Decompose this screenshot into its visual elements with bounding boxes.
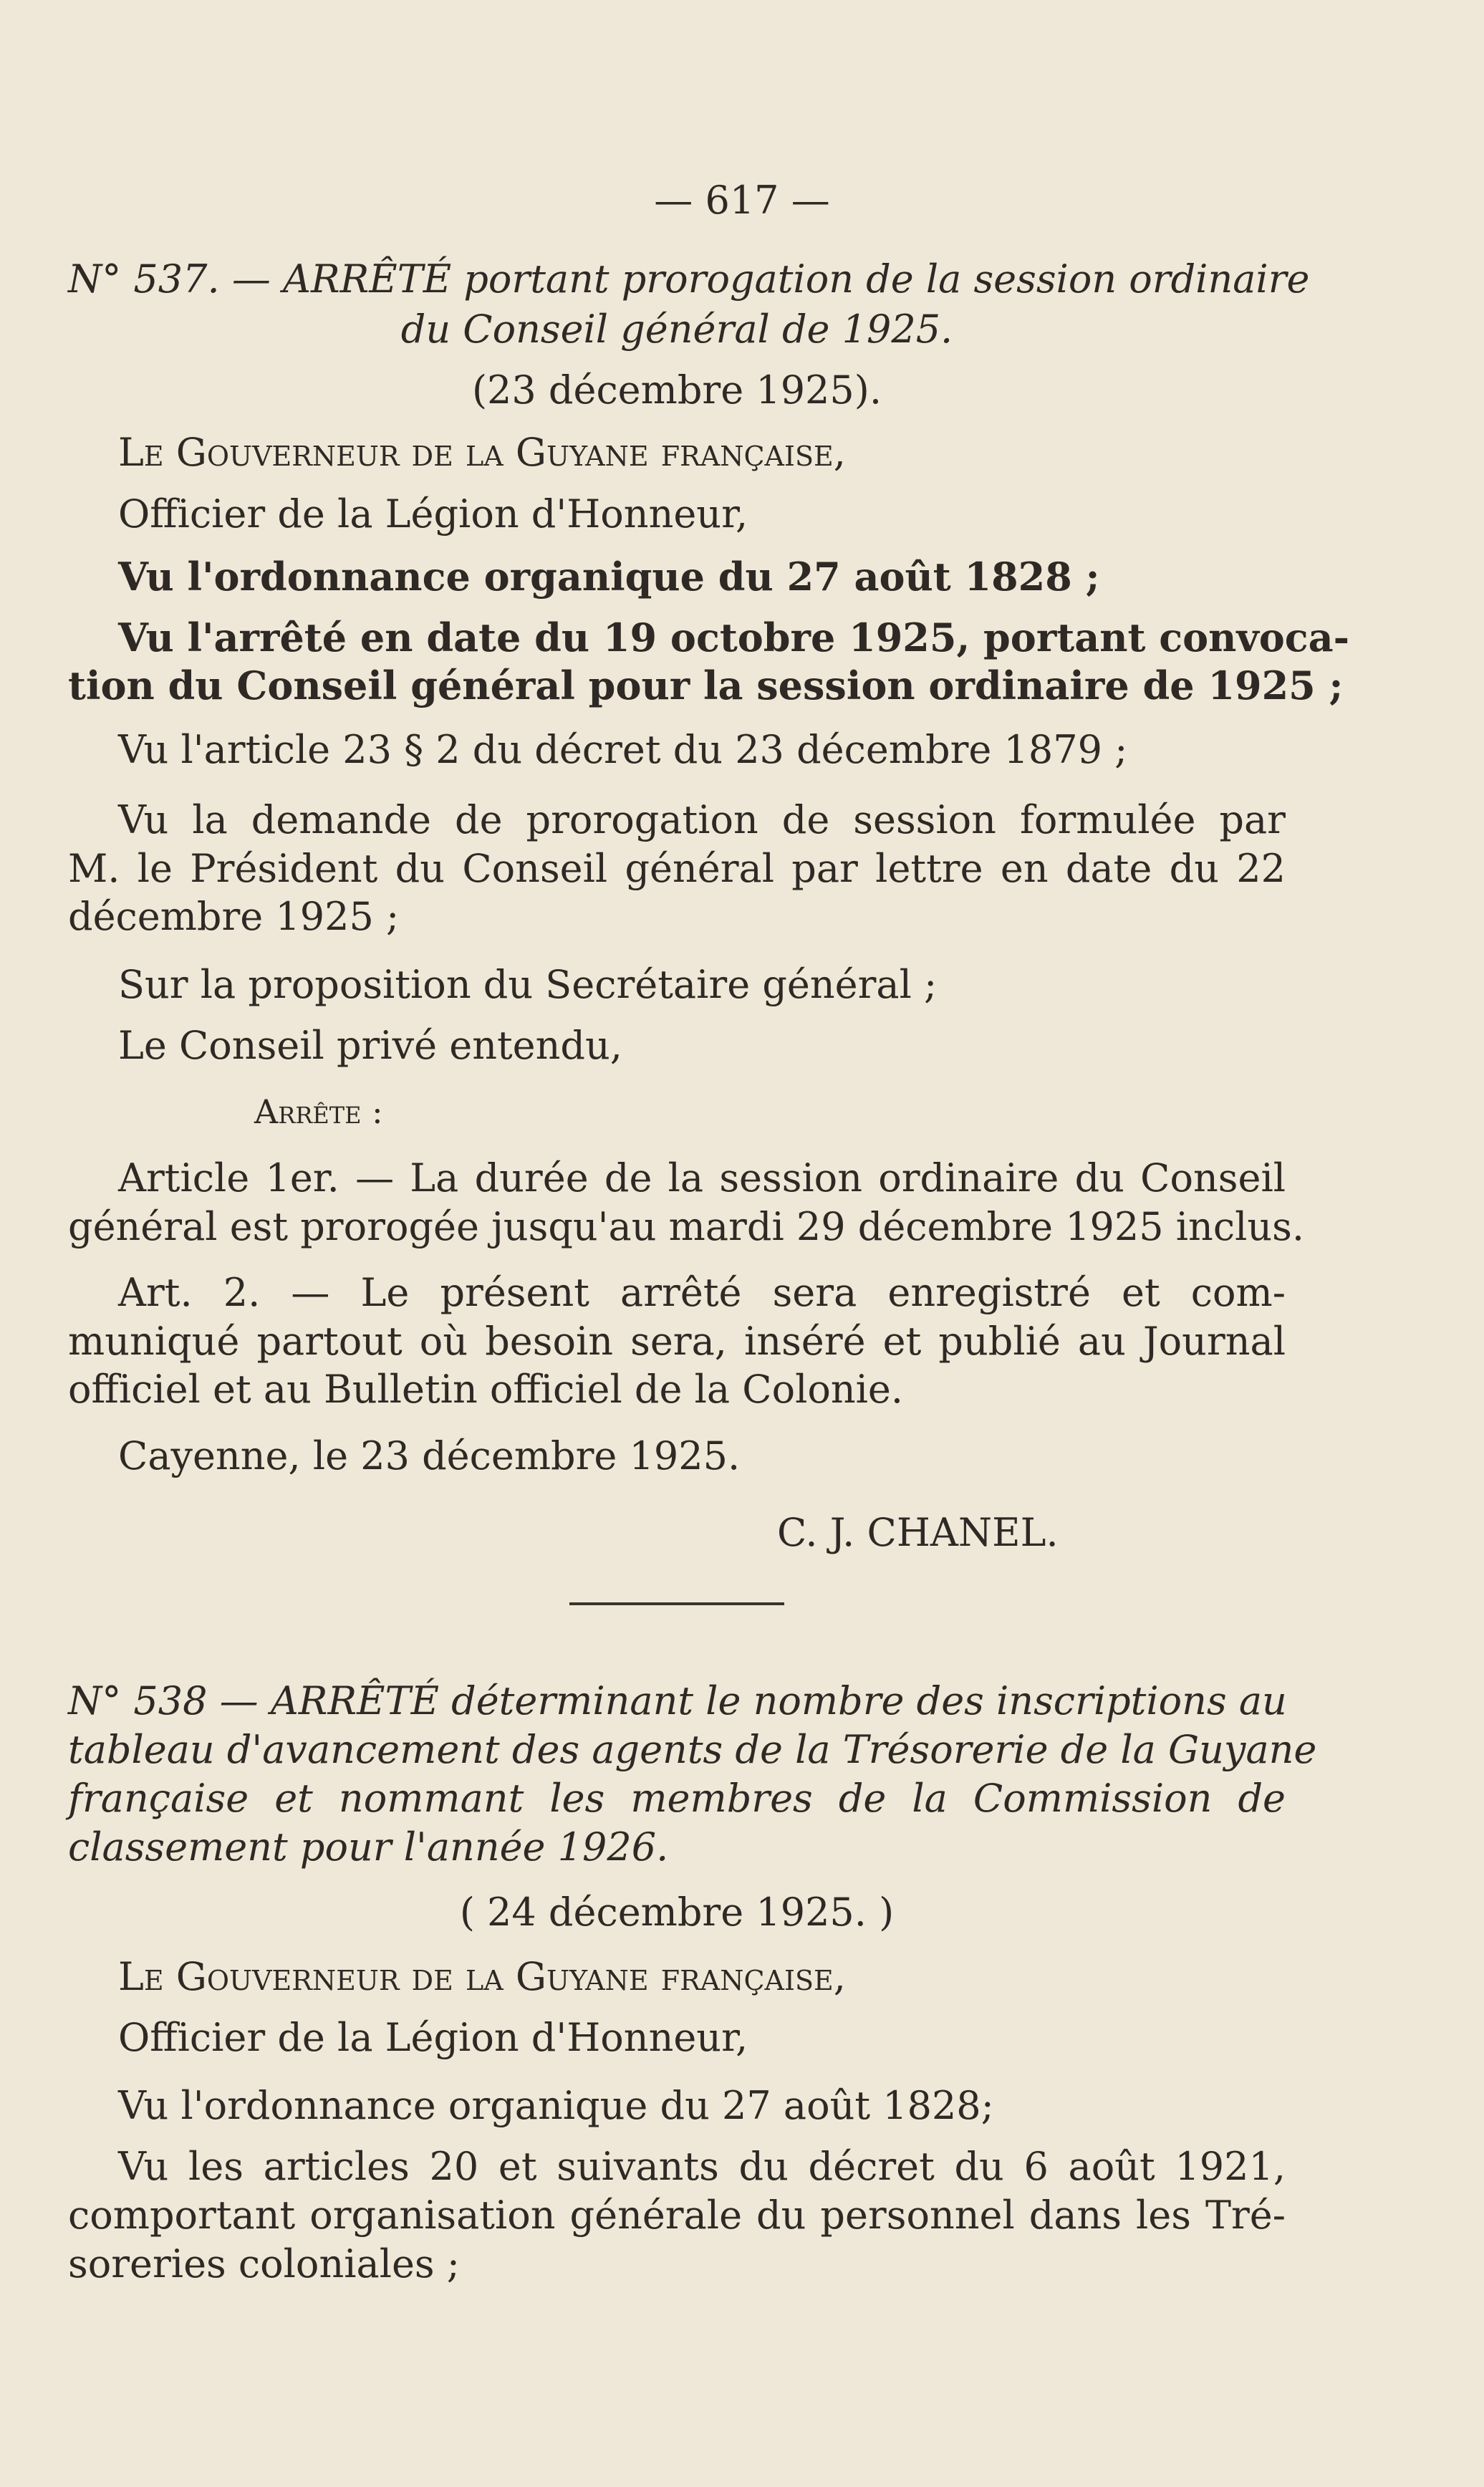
arrete-537-article-2-line-3: officiel et au Bulletin officiel de la Colonie. [68, 1367, 904, 1412]
arrete-537-signature: C. J. CHANEL. [777, 1510, 1059, 1555]
arrete-537-vu-article: Vu l'article 23 § 2 du décret du 23 décembre 1879 ; [118, 727, 1128, 772]
arrete-537-vu-arrete-line-1: Vu l'arrêté en date du 19 octobre 1925, portant convoca- [118, 615, 1350, 660]
arrete-537-date: (23 décembre 1925). [471, 367, 882, 413]
arrete-537-officier: Officier de la Légion d'Honneur, [118, 491, 748, 537]
arrete-537-sur-proposition: Sur la proposition du Secrétaire général ; [118, 962, 938, 1007]
arrete-538-vu-articles-line-1: Vu les articles 20 et suivants du décret du 6 août 1921, [118, 2144, 1286, 2189]
arrete-538-title-line-1: N° 538 — ARRÊTÉ déterminant le nombre des inscriptions au [68, 1678, 1287, 1723]
page-number: — 617 — [654, 178, 830, 223]
arrete-538-vu-ordonnance: Vu l'ordonnance organique du 27 août 1828; [118, 2083, 994, 2128]
section-divider [569, 1602, 784, 1605]
arrete-538-vu-articles-line-3: soreries coloniales ; [68, 2241, 460, 2286]
arrete-537-article-1-line-1: Article 1er. — La durée de la session ordinaire du Conseil [118, 1155, 1286, 1201]
arrete-537-vu-demande-line-2: M. le Président du Conseil général par lettre en date du 22 [68, 846, 1286, 891]
arrete-537-conseil-prive: Le Conseil privé entendu, [118, 1023, 622, 1068]
arrete-537-vu-arrete-line-2: tion du Conseil général pour la session ordinaire de 1925 ; [68, 663, 1344, 708]
arrete-537-place-date: Cayenne, le 23 décembre 1925. [118, 1433, 741, 1478]
arrete-538-date: ( 24 décembre 1925. ) [459, 1890, 895, 1935]
arrete-537-vu-demande-line-1: Vu la demande de prorogation de session formulée par [118, 797, 1286, 842]
arrete-538-title-line-3: française et nommant les membres de la Commission de [68, 1776, 1286, 1821]
arrete-538-gouverneur: Le Gouverneur de la Guyane française, [118, 1954, 846, 1999]
arrete-537-vu-ordonnance: Vu l'ordonnance organique du 27 août 1828 ; [118, 554, 1100, 600]
arrete-537-arrete-label: Arrête : [254, 1092, 383, 1131]
arrete-538-title-line-2: tableau d'avancement des agents de la Trésorerie de la Guyane [68, 1727, 1317, 1772]
arrete-538-title-line-4: classement pour l'année 1926. [68, 1824, 669, 1870]
arrete-537-article-1-line-2: général est prorogée jusqu'au mardi 29 décembre 1925 inclus. [68, 1204, 1304, 1249]
arrete-537-article-2-line-1: Art. 2. — Le présent arrêté sera enregistré et com- [118, 1270, 1286, 1315]
arrete-537-gouverneur: Le Gouverneur de la Guyane française, [118, 430, 846, 475]
arrete-537-vu-demande-line-3: décembre 1925 ; [68, 894, 400, 939]
arrete-538-officier: Officier de la Légion d'Honneur, [118, 2015, 748, 2060]
arrete-537-article-2-line-2: muniqué partout où besoin sera, inséré et publié au Journal [68, 1319, 1286, 1364]
arrete-537-title-line-1: N° 537. — ARRÊTÉ portant prorogation de la session ordinaire [68, 256, 1310, 302]
arrete-537-title-line-2: du Conseil général de 1925. [400, 307, 953, 352]
arrete-538-vu-articles-line-2: comportant organisation générale du personnel dans les Tré- [68, 2193, 1286, 2238]
